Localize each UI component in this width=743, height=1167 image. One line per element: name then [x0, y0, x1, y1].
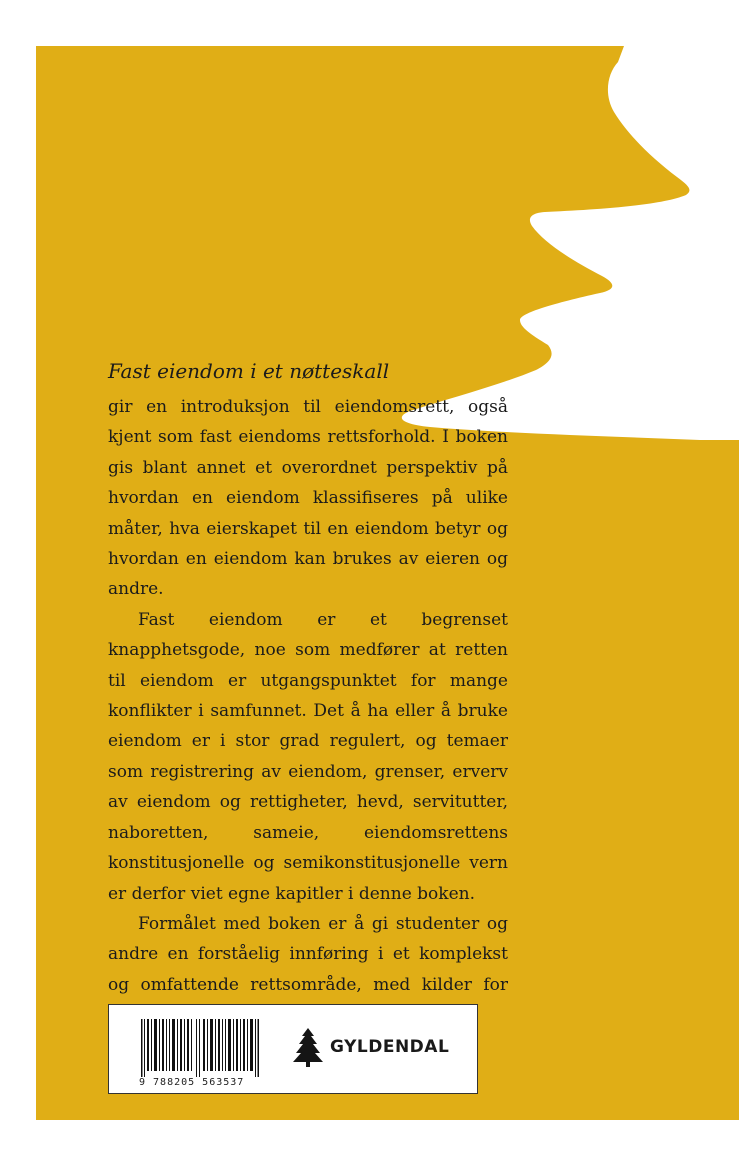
barcode-panel: [108, 1004, 478, 1094]
publisher-name: GYLDENDAL: [330, 1037, 450, 1057]
fir-tree-icon: [292, 1027, 324, 1067]
isbn-barcode: [141, 1019, 259, 1077]
isbn-digits: 9 788205 563537: [139, 1077, 245, 1088]
publisher-logo: [292, 1027, 468, 1067]
blurb-paragraph-2: Fast eiendom er et begrenset knapphetsgode, noe som medfører at retten til eiendom er utgangspunktet for mange konflikter i samfunnet. Det å ha eller å bruke eiendom er i stor grad regulert, og temaer som registrering av eiendom, grenser, erverv av eiendom og rettigheter, hevd, servitutter, naboretten, sameie, eiendomsrettens konstitusjonelle og semikonstitusjonelle vern er derfor viet egne kapitler i denne boken.: [108, 609, 508, 904]
book-title: Fast eiendom i et nøtteskall: [108, 359, 390, 383]
blurb-paragraph-1: gir en introduksjon til eiendomsrett, også kjent som fast eiendoms rettsforhold. I boken gis blant annet et overordnet perspektiv på hvordan en eiendom klassifiseres på ulike måter, hva eierskapet til en eiendom betyr og hvordan en eiendom kan brukes av eieren og andre.: [108, 397, 508, 600]
back-cover-blurb: [108, 356, 508, 1031]
blurb-paragraph-3: Formålet med boken er å gi studenter og andre en forståelig innføring i et komplekst og omfattende rettsområde, med kilder for: [108, 913, 508, 995]
